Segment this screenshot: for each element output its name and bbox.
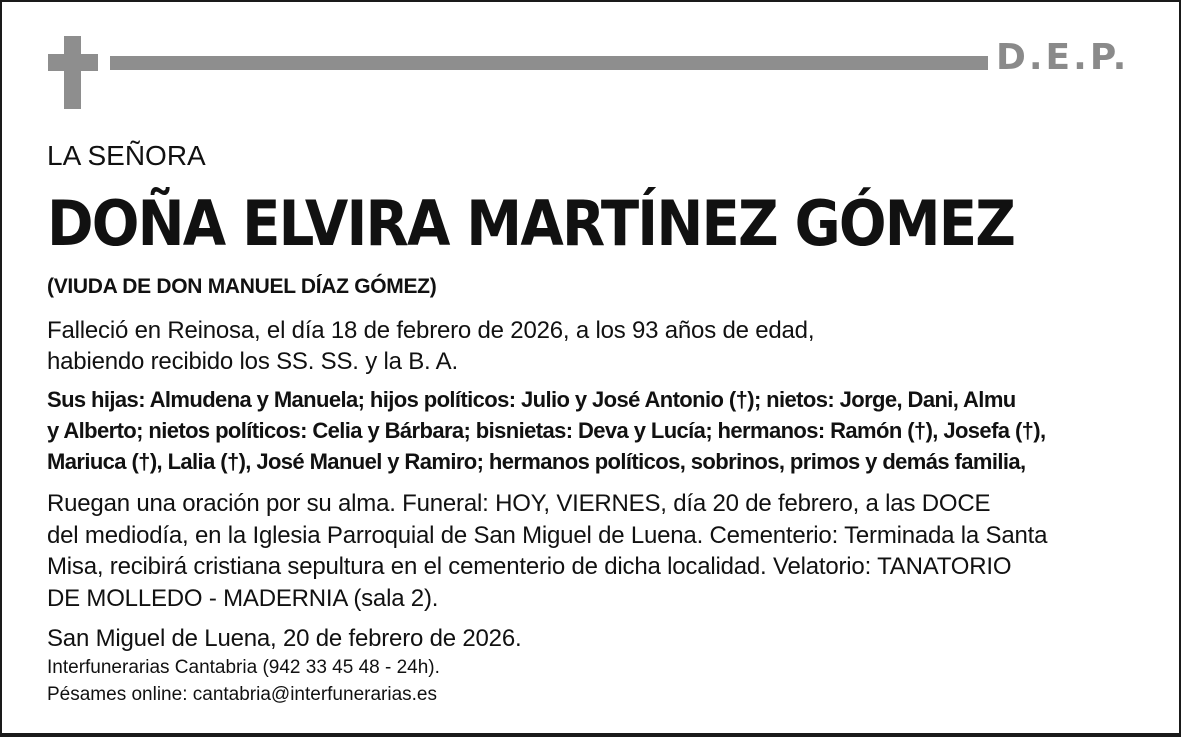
condolences: Pésames online: cantabria@interfunerarias.es [47, 684, 437, 705]
deceased-name: DOÑA ELVIRA MARTÍNEZ GÓMEZ [47, 187, 1015, 260]
dep-label: D.E.P. [996, 37, 1130, 78]
header-rule [110, 56, 988, 70]
widow-of: (VIUDA DE DON MANUEL DÍAZ GÓMEZ) [47, 275, 437, 298]
family-line: Mariuca (†), Lalia (†), José Manuel y Ramiro; hermanos políticos, sobrinos, primos y demás familia, [47, 449, 1026, 474]
honorific: LA SEÑORA [47, 140, 206, 171]
funeral-home: Interfunerarias Cantabria (942 33 45 48 - 24h). [47, 657, 440, 678]
family-line: y Alberto; nietos políticos: Celia y Bárbara; bisnietas: Deva y Lucía; hermanos: Ramón (†), Josefa (†), [47, 418, 1046, 443]
funeral-line: del mediodía, en la Iglesia Parroquial de San Miguel de Luena. Cementerio: Terminada la Santa [47, 522, 1048, 549]
cross-icon [64, 36, 81, 109]
family-line: Sus hijas: Almudena y Manuela; hijos políticos: Julio y José Antonio (†); nietos: Jorge, Dani, Almu [47, 387, 1016, 412]
death-line: Falleció en Reinosa, el día 18 de febrero de 2026, a los 93 años de edad, [47, 317, 815, 344]
funeral-line: DE MOLLEDO - MADERNIA (sala 2). [47, 585, 439, 612]
funeral-line: Ruegan una oración por su alma. Funeral: HOY, VIERNES, día 20 de febrero, a las DOCE [47, 490, 991, 517]
place-date: San Miguel de Luena, 20 de febrero de 2026. [47, 625, 522, 652]
cross-icon-bar [48, 54, 98, 71]
death-line: habiendo recibido los SS. SS. y la B. A. [47, 348, 458, 375]
funeral-line: Misa, recibirá cristiana sepultura en el cementerio de dicha localidad. Velatorio: TANATORIO [47, 553, 1012, 580]
